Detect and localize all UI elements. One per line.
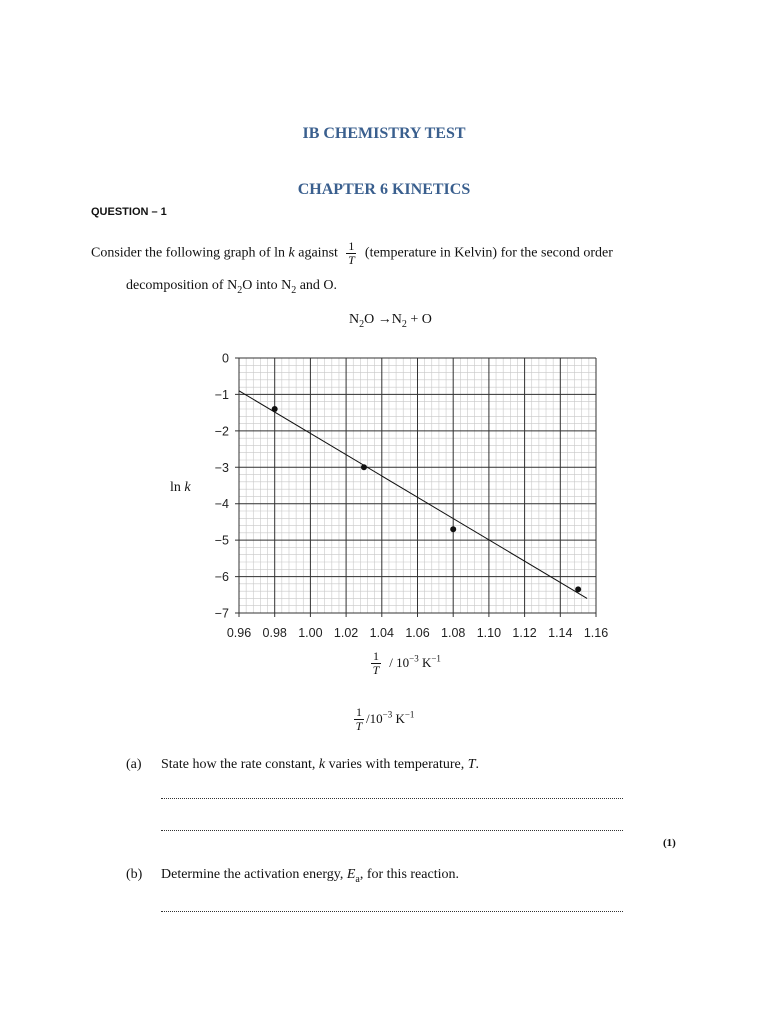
x-axis-label-fraction — [371, 650, 381, 677]
y-tick-label: −3 — [214, 460, 229, 475]
x-label-repeat-fraction — [354, 706, 364, 733]
part-a-label: (a) — [126, 757, 142, 772]
best-fit-line — [239, 391, 587, 599]
intro-text-1: Consider the following graph of ln — [91, 245, 286, 261]
x-label-rest: / 10 — [386, 654, 410, 670]
data-points — [272, 406, 581, 592]
part-b-text-b: , for this reaction. — [359, 867, 459, 882]
x-tick-label: 1.06 — [405, 626, 430, 640]
x-label-unit-exp: −1 — [431, 653, 441, 664]
y-tick-label: 0 — [222, 351, 229, 366]
intro-line2-c: and O. — [296, 278, 338, 293]
x-tick-label: 0.96 — [226, 626, 252, 640]
x-tick-label: 1.14 — [548, 626, 573, 640]
x-tick-label: 0.98 — [262, 626, 287, 640]
part-b-var-sub: a — [355, 873, 360, 885]
part-b-label: (b) — [126, 867, 143, 882]
x-tick-label: 1.12 — [512, 626, 537, 640]
x-label-den: T — [372, 663, 380, 677]
eq-right: N — [391, 312, 402, 327]
data-point — [575, 586, 581, 592]
x-label-repeat-unit: K — [392, 710, 405, 726]
x-label-repeat-num: 1 — [356, 705, 362, 719]
x-tick-label: 1.02 — [333, 626, 359, 640]
x-tick-labels — [227, 626, 608, 640]
data-point — [450, 526, 456, 532]
eq-left-rest: O — [364, 312, 378, 327]
x-label-repeat-exp: −3 — [382, 709, 393, 720]
part-a-text-a: State how the rate constant, — [161, 757, 319, 772]
fraction-denominator: T — [348, 253, 355, 267]
x-tick-label: 1.00 — [298, 626, 323, 640]
page-title: IB CHEMISTRY TEST — [302, 125, 466, 142]
x-label-repeat-unit-exp: −1 — [404, 709, 415, 720]
intro-line2-sub: 2 — [237, 284, 243, 296]
y-axis-label-text: ln — [170, 480, 181, 495]
x-axis-label-repeat — [354, 706, 414, 733]
x-label-num: 1 — [373, 649, 379, 663]
part-b-text-a: Determine the activation energy, — [161, 867, 347, 882]
intro-line2-b: O into N — [242, 278, 292, 293]
answer-line-a2[interactable] — [161, 830, 623, 831]
part-a-var-T: T — [467, 757, 476, 772]
intro-line2-a: decomposition of N — [126, 278, 238, 293]
question-label: QUESTION – 1 — [91, 206, 167, 218]
x-label-repeat-rest: /10 — [366, 710, 383, 726]
part-a-marks: (1) — [663, 837, 676, 849]
part-b-question — [161, 867, 459, 885]
x-axis-label — [371, 650, 441, 677]
x-label-unit: K — [418, 654, 432, 670]
data-point — [361, 464, 367, 470]
intro-text-2: against — [298, 245, 338, 261]
intro-var-k: k — [288, 245, 295, 261]
fraction-numerator: 1 — [348, 239, 355, 253]
x-label-repeat-den: T — [355, 719, 363, 733]
eq-left-sub: 2 — [359, 318, 365, 330]
part-a-text-b: varies with temperature, — [325, 757, 468, 772]
y-tick-label: −4 — [214, 497, 229, 512]
y-tick-label: −2 — [214, 424, 229, 439]
x-tick-label: 1.04 — [369, 626, 394, 640]
x-tick-label: 1.16 — [583, 626, 609, 640]
x-tick-label: 1.10 — [476, 626, 502, 640]
eq-right-rest: + O — [406, 312, 432, 327]
intro-line2-sub2: 2 — [291, 284, 297, 296]
x-tick-label: 1.08 — [441, 626, 466, 640]
y-axis-label-var: k — [184, 480, 191, 495]
y-axis-label — [170, 480, 191, 496]
part-a-var-k: k — [318, 757, 326, 772]
y-tick-labels — [215, 352, 229, 621]
part-a-question — [161, 757, 479, 773]
y-tick-label: −5 — [214, 533, 229, 548]
eq-right-sub: 2 — [401, 318, 407, 330]
answer-line-a1[interactable] — [161, 798, 623, 799]
x-label-exp: −3 — [409, 653, 419, 664]
answer-line-b1[interactable] — [161, 911, 623, 912]
chapter-title: CHAPTER 6 KINETICS — [297, 181, 471, 198]
part-b-var-E: E — [346, 867, 356, 882]
part-a-text-c: . — [475, 757, 480, 772]
intro-text-3: (temperature in Kelvin) for the second order — [364, 245, 613, 261]
y-tick-label: −7 — [214, 606, 229, 621]
data-point — [272, 406, 278, 412]
reaction-arrow: → — [377, 312, 392, 327]
y-tick-label: −6 — [214, 570, 229, 585]
y-tick-label: −1 — [214, 387, 229, 402]
eq-left: N — [349, 312, 360, 327]
